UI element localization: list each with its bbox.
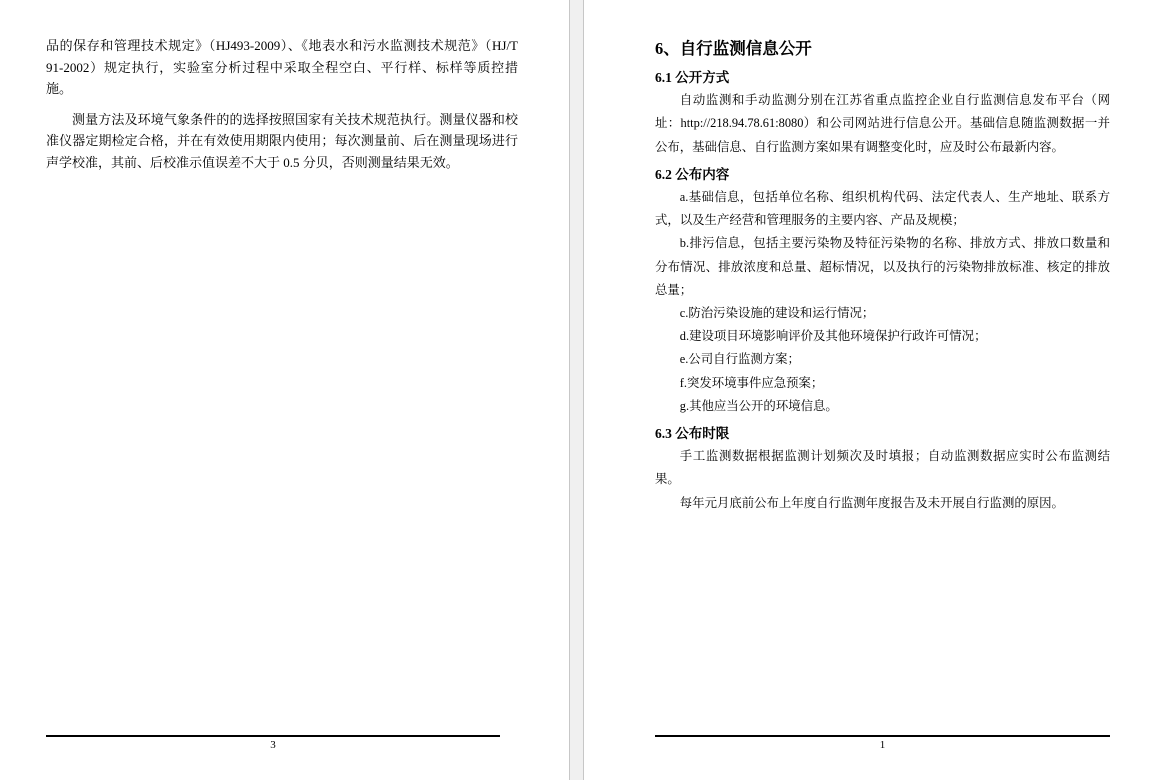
list-item-d: d.建设项目环境影响评价及其他环境保护行政许可情况；: [679, 329, 987, 344]
page-right-text-block: [655, 38, 1110, 515]
list-item-a: a.基础信息，包括单位名称、组织机构代码、法定代表人、生产地址、联系方式，以及生产经营和管理服务的主要内容、产品及规模；: [655, 190, 1110, 228]
page-left-text-block: [46, 35, 518, 174]
page-left: [0, 0, 569, 780]
body-paragraph: 手工监测数据根据监测计划频次及时填报；自动监测数据应实时公布监测结果。: [655, 449, 1110, 487]
list-item-c: c.防治污染设施的建设和运行情况；: [679, 306, 875, 321]
page-number: 3: [270, 739, 276, 751]
list-item-g: g.其他应当公开的环境信息。: [679, 398, 838, 413]
page-gutter: [569, 0, 584, 780]
subsection-title-6-1: 6.1 公开方式: [655, 70, 730, 85]
list-item-b: b.排污信息，包括主要污染物及特征污染物的名称、排放方式、排放口数量和分布情况、排放浓度和总量、超标情况，以及执行的污染物排放标准、核定的排放总量；: [655, 236, 1110, 297]
page-right: [584, 0, 1149, 780]
subsection-title-6-2: 6.2 公布内容: [655, 166, 730, 182]
body-paragraph: 品的保存和管理技术规定》（HJ493-2009）、《地表水和污水监测技术规范》（HJ/T 91-2002）规定执行，实验室分析过程中采取全程空白、平行样、标样等质控措施。: [46, 38, 518, 97]
list-item-e: e.公司自行监测方案；: [679, 352, 800, 367]
section-heading: 6、自行监测信息公开: [655, 39, 812, 58]
footer-rule: [46, 735, 500, 737]
body-paragraph: 测量方法及环境气象条件的的选择按照国家有关技术规范执行。测量仪器和校准仪器定期检定合格，并在有效使用期限内使用；每次测量前、后在测量现场进行声学校准，其前、后校准示值误差不大于 0.5 分贝，否则测量结果无效。: [46, 111, 518, 171]
body-paragraph: 每年元月底前公布上年度自行监测年度报告及未开展自行监测的原因。: [679, 495, 1064, 510]
body-paragraph: 自动监测和手动监测分别在江苏省重点监控企业自行监测信息发布平台（网址：http://218.94.78.61:8080）和公司网站进行信息公开。基础信息随监测数据一并公布，基础信息、自行监测方案如果有调整变化时，应及时公布最新内容。: [655, 93, 1110, 154]
list-item-f: f.突发环境事件应急预案；: [679, 375, 824, 390]
subsection-title-6-3: 6.3 公布时限: [655, 426, 730, 442]
footer-rule: [655, 735, 1110, 737]
page-number: 1: [879, 739, 886, 751]
